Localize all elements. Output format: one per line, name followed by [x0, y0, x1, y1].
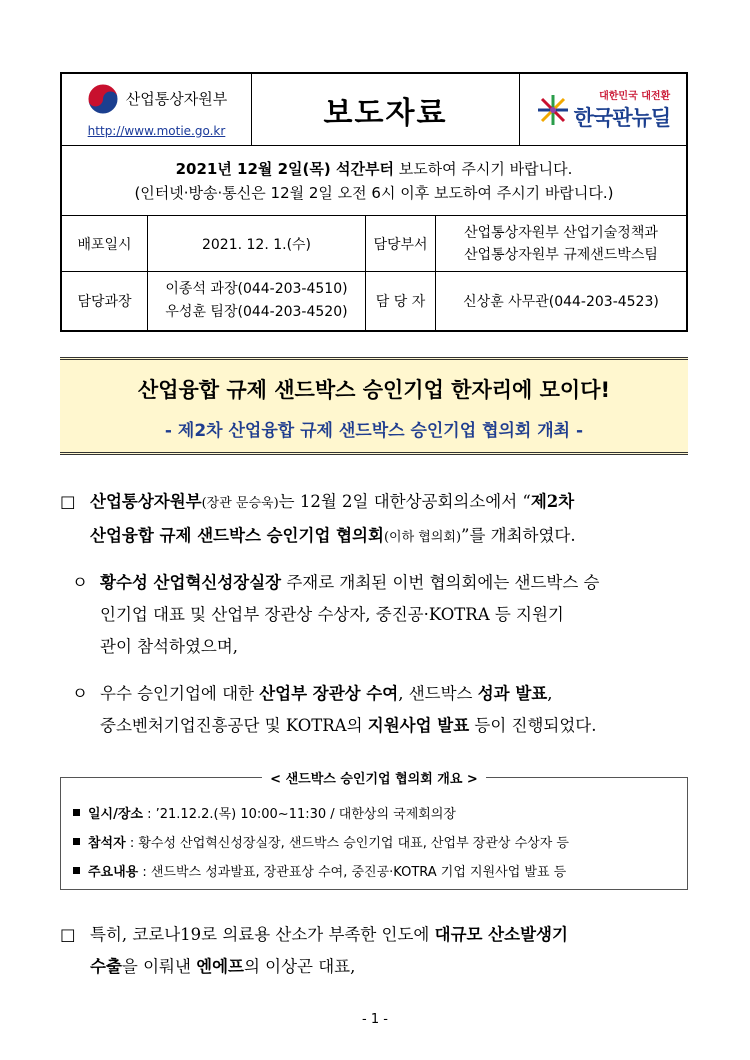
p1-event-name: 산업융합 규제 샌드박스 승인기업 협의회 [90, 526, 384, 545]
ministry-ref: 산업통상자원부 [90, 492, 202, 511]
embargo-notice [62, 146, 686, 216]
p2-text-2: 인기업 대표 및 산업부 장관상 수상자, 중진공·KOTRA 등 지원기 [100, 605, 564, 624]
p4-highlight: 대규모 산소발생기 [434, 925, 568, 944]
summary-item-content [73, 858, 569, 887]
ministry-block [62, 74, 252, 145]
staff-label: 담 당 자 [366, 272, 436, 330]
p4-export: 수출 [90, 957, 122, 976]
p1-event-start: 제2차 [530, 492, 575, 511]
square-bullet-icon [73, 838, 80, 845]
p4-text-3: 의 이상곤 대표, [243, 957, 356, 976]
p1-text-end: ”를 개최하였다. [461, 526, 576, 545]
ministry-url-link[interactable]: http://www.motie.go.kr [87, 123, 226, 138]
ministry-logo-line [86, 82, 227, 116]
headline: 산업융합 규제 샌드박스 승인기업 한자리에 모이다! [137, 378, 611, 402]
ministry-name: 산업통상자원부 [125, 90, 228, 108]
new-deal-logo-icon [536, 93, 570, 127]
summary-box [60, 772, 688, 890]
p3-comma: , [547, 684, 553, 703]
brand-block [520, 74, 686, 145]
circle-bullet: ㅇ [72, 684, 88, 703]
taegeuk-emblem-icon [86, 82, 120, 116]
summary-label: 참석자 [88, 836, 126, 851]
brand-logo [536, 87, 670, 132]
paragraph-1 [60, 486, 700, 554]
embargo-line-1-rest: 보도하여 주시기 바랍니다. [393, 159, 573, 178]
summary-label: 주요내용 [88, 865, 139, 880]
release-info-row [62, 216, 686, 272]
manager-label: 담당과장 [62, 272, 148, 330]
summary-title [61, 768, 687, 787]
p4-text-2: 을 이뤄낸 [121, 957, 197, 976]
summary-text: : ’21.12.2.(목) 10:00~11:30 / 대한상의 국제회의장 [142, 807, 456, 822]
embargo-line-1 [176, 157, 573, 181]
department-value [436, 216, 686, 271]
manager-value [148, 272, 366, 330]
staff-value: 신상훈 사무관(044-203-4523) [463, 294, 659, 310]
subheadline: - 제2차 산업융합 규제 샌드박스 승인기업 협의회 개최 - [164, 421, 584, 441]
p3-text-1: 우수 승인기업에 대한 [100, 684, 260, 703]
p4-company: 엔에프 [196, 957, 244, 976]
paragraph-2 [72, 567, 702, 663]
page-number: - 1 - [362, 1012, 388, 1027]
p3-results: 성과 발표 [477, 684, 548, 703]
department-label: 담당부서 [366, 216, 436, 271]
paragraph-4 [60, 919, 700, 983]
embargo-time: 2021년 12월 2일(목) 석간부터 [175, 159, 394, 178]
summary-label: 일시/장소 [88, 807, 143, 822]
p1-abbrev-note: (이하 협의회) [383, 530, 462, 545]
p2-host: 황수성 산업혁신성장실장 [100, 573, 282, 592]
p2-text-3: 관이 참석하였으며, [100, 637, 239, 656]
summary-text: : 황수성 산업혁신성장실장, 샌드박스 승인기업 대표, 산업부 장관상 수상자 등 [125, 836, 569, 851]
minister-note: (장관 문승욱) [201, 496, 279, 511]
summary-item-attendees [73, 829, 569, 858]
department-1: 산업통상자원부 산업기술정책과 [464, 224, 658, 241]
p3-text-4: 등이 진행되었다. [469, 716, 597, 735]
summary-item-datetime [73, 800, 569, 829]
p3-text-3: 중소벤처기업진흥공단 및 KOTRA의 [100, 716, 368, 735]
department-2: 산업통상자원부 규제샌드박스팀 [464, 246, 658, 263]
brand-title: 한국판뉴딜 [573, 106, 671, 130]
release-date-value: 2021. 12. 1.(수) [148, 216, 366, 271]
headline-box [60, 357, 688, 455]
square-bullet-icon [73, 867, 80, 874]
p2-text-1: 주재로 개최된 이번 협의회에는 샌드박스 승 [281, 573, 600, 592]
press-header-table [60, 72, 688, 332]
square-bullet-icon [73, 809, 80, 816]
p1-text: 는 12월 2일 대한상공회의소에서 “ [278, 492, 531, 511]
summary-list [73, 800, 569, 887]
paragraph-3 [72, 678, 702, 742]
p3-text-2: , 샌드박스 [398, 684, 478, 703]
square-bullet: □ [60, 492, 76, 511]
square-bullet: □ [60, 925, 76, 944]
summary-text: : 샌드박스 성과발표, 장관표상 수여, 중진공·KOTRA 기업 지원사업 발표 등 [138, 865, 567, 880]
manager-1: 이종석 과장(044-203-4510) [165, 281, 348, 297]
header-top-row [62, 74, 686, 146]
p4-text-1: 특히, 코로나19로 의료용 산소가 부족한 인도에 [90, 925, 435, 944]
brand-subtitle: 대한민국 대전환 [599, 91, 671, 102]
release-date-label: 배포일시 [62, 216, 148, 271]
embargo-line-2: (인터넷·방송·통신은 12월 2일 오전 6시 이후 보도하여 주시기 바랍니다.) [134, 183, 614, 202]
p3-award: 산업부 장관상 수여 [259, 684, 399, 703]
manager-2: 우성훈 팀장(044-203-4520) [165, 304, 348, 320]
p3-support: 지원사업 발표 [367, 716, 470, 735]
document-title: 보도자료 [252, 74, 520, 145]
summary-title-text: < 샌드박스 승인기업 협의회 개요 > [262, 772, 486, 787]
circle-bullet: ㅇ [72, 573, 88, 592]
contact-info-row [62, 272, 686, 330]
